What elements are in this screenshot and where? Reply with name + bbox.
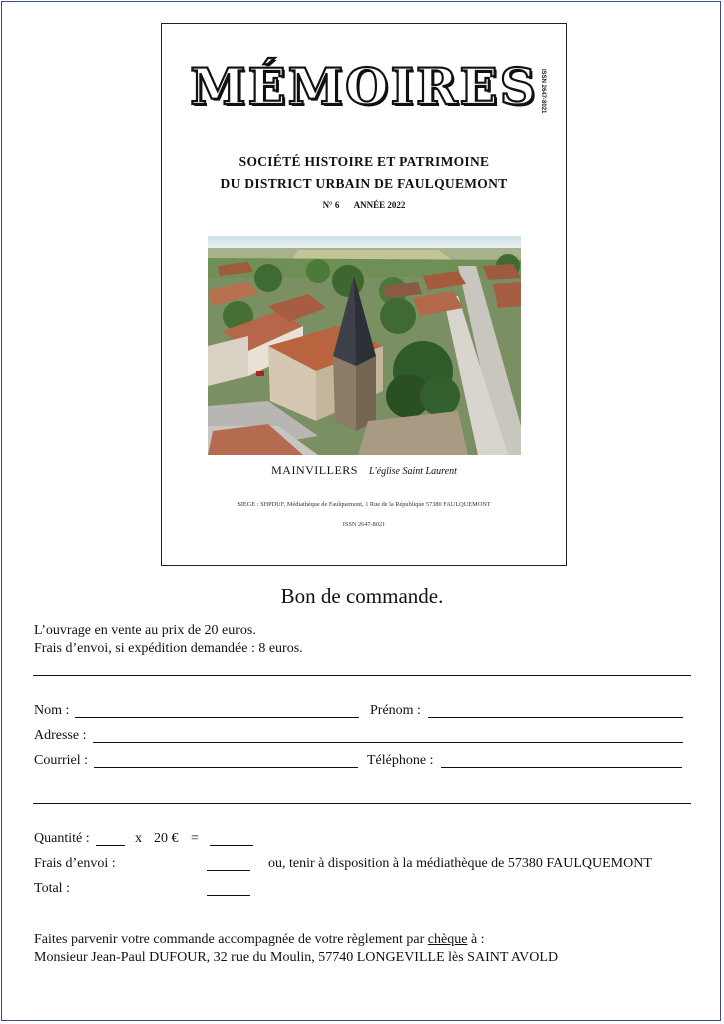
quantite-field[interactable] [96,844,125,846]
separator-top [33,675,691,676]
quantite-label: Quantité : [34,831,90,846]
instruction-after: à : [467,932,485,947]
prenom-label: Prénom : [370,703,421,718]
cover-caption [162,463,566,478]
book-cover [161,23,567,566]
cover-issn-bottom: ISSN 2647-8021 [342,521,386,528]
cover-issue-line [162,200,566,210]
price-line: L’ouvrage en vente au prix de 20 euros. [34,623,256,638]
multiply-sign: x [135,831,142,846]
total-label: Total : [34,881,70,896]
cover-photo-church [208,236,521,455]
unit-price: 20 € [154,831,179,846]
instruction-cheque: chèque [427,932,468,947]
caption-place: MAINVILLERS [271,463,358,477]
quantite-subtotal-field[interactable] [210,844,253,846]
cover-issue-year: ANNÉE 2022 [353,200,406,210]
nom-label: Nom : [34,703,70,718]
total-field[interactable] [207,894,250,896]
mailing-address: Monsieur Jean-Paul DUFOUR, 32 rue du Moulin, 57740 LONGEVILLE lès SAINT AVOLD [34,950,559,965]
caption-church: L'église Saint Laurent [368,466,457,477]
frais-field[interactable] [207,869,250,871]
telephone-field[interactable] [441,766,682,768]
payment-instruction [34,932,485,948]
frais-label: Frais d’envoi : [34,856,116,871]
telephone-label: Téléphone : [367,753,434,768]
adresse-field[interactable] [93,741,683,743]
cover-title: MÉMOIRES [190,57,538,116]
adresse-label: Adresse : [34,728,87,743]
prenom-field[interactable] [428,716,683,718]
cover-siege: SIEGE : SHPDUF, Médiathèque de Faulquemont, 1 Rue de la République 57380 FAULQUEMONT [237,501,491,508]
cover-issn-vertical: ISSN 2647-8021 [540,69,546,114]
cover-society-line-1: SOCIÉTÉ HISTOIRE ET PATRIMOINE [238,154,490,169]
cover-issue-number: N° 6 [322,200,340,210]
courriel-field[interactable] [94,766,358,768]
aerial-church-illustration [208,236,521,455]
order-title: Bon de commande. [280,584,444,608]
pickup-text: ou, tenir à disposition à la médiathèque de 57380 FAULQUEMONT [268,856,652,871]
separator-middle [33,803,691,804]
courriel-label: Courriel : [34,753,89,768]
shipping-line: Frais d’envoi, si expédition demandée : 8 euros. [34,641,303,656]
equals-sign: = [191,831,199,846]
instruction-before: Faites parvenir votre commande accompagnée de votre règlement par [34,932,428,947]
nom-field[interactable] [75,716,359,718]
cover-society-line-2: DU DISTRICT URBAIN DE FAULQUEMONT [220,176,508,191]
